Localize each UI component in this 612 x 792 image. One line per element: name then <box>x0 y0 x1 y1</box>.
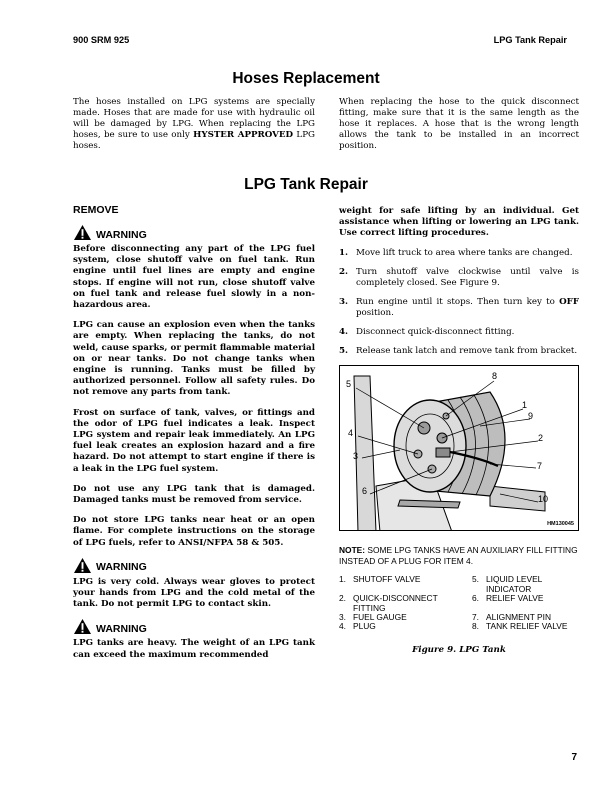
lpg-tank-figure <box>339 365 579 531</box>
warning-header-3 <box>73 618 315 635</box>
legend-number: 1. <box>339 574 346 585</box>
legend-text: PLUG <box>353 621 376 632</box>
page-number: 7 <box>571 752 577 763</box>
step-text-part: position. <box>356 307 394 318</box>
step-number: 1. <box>339 247 349 258</box>
callout-label: 8 <box>492 371 498 382</box>
warning-header-1 <box>73 224 315 241</box>
callout-label: 5 <box>346 379 352 390</box>
hoses-left-text: The hoses installed on LPG systems are specially made. Hoses that are made for use with hydraulic oil will be damaged by LPG. When replacing the LPG hoses, be sure to use only <box>73 97 315 141</box>
legend-number: 7. <box>472 612 479 623</box>
warning-triangle-icon <box>73 224 92 241</box>
figure-caption: Figure 9. LPG Tank <box>412 644 506 655</box>
step-item <box>339 267 579 289</box>
legend-number: 6. <box>472 593 479 604</box>
figure-legend <box>339 575 579 631</box>
warning2-paragraph: LPG is very cold. Always wear gloves to protect your hands from LPG and the cold metal of the tank. Do not permit LPG to contact skin. <box>73 576 315 610</box>
hoses-title: Hoses Replacement <box>232 70 380 87</box>
removal-steps <box>339 248 579 358</box>
step-text: Release tank latch and remove tank from bracket. <box>356 346 578 357</box>
callout-label: 1 <box>522 400 528 411</box>
hyster-approved-text: HYSTER APPROVED <box>193 130 294 141</box>
warning-label: WARNING <box>96 622 147 635</box>
header-section-title: LPG Tank Repair <box>493 35 567 45</box>
callout-label: 2 <box>538 433 544 444</box>
warning1-paragraph: Do not store LPG tanks near heat or an open flame. For complete instructions on the storage of LPG fuels, refer to ANSI/NFPA 58 & 505. <box>73 515 315 548</box>
legend-item <box>339 594 472 613</box>
callout-label: 6 <box>362 486 368 497</box>
repair-right-column <box>339 206 579 655</box>
warning-triangle-icon <box>73 618 92 635</box>
legend-number: 2. <box>339 593 346 604</box>
step-text <box>356 297 579 319</box>
hoses-right-paragraph: When replacing the hose to the quick disconnect fitting, make sure that it is the same length as the hose it replaces. A hose that is the wrong length allows the tank to be installed in an incorrect position. <box>339 97 579 152</box>
step-item <box>339 327 579 338</box>
callout-label: 4 <box>348 428 354 439</box>
step-item <box>339 346 579 357</box>
warning3-continued: weight for safe lifting by an individual. Get assistance when lifting or lowering an LPG tank. Use correct lifting procedures. <box>339 206 579 239</box>
legend-item <box>472 575 579 594</box>
legend-text: ALIGNMENT PIN <box>486 612 551 623</box>
callout-label: 3 <box>353 451 359 462</box>
step-number: 4. <box>339 327 349 338</box>
figure-id: HM130045 <box>547 521 574 528</box>
legend-text: QUICK-DISCONNECT FITTING <box>353 593 438 613</box>
step-text: Move lift truck to area where tanks are changed. <box>356 247 573 258</box>
note-text: SOME LPG TANKS HAVE AN AUXILIARY FILL FITTING INSTEAD OF A PLUG FOR ITEM 4. <box>339 545 578 566</box>
lpg-tank-illustration <box>340 366 579 531</box>
warning1-paragraph: Do not use any LPG tank that is damaged. Damaged tanks must be removed from service. <box>73 483 315 506</box>
legend-item <box>472 594 579 613</box>
warning-triangle-icon <box>73 557 92 574</box>
step-number: 2. <box>339 266 349 277</box>
warning1-paragraph: LPG can cause an explosion even when the tanks are empty. When replacing the tanks, do not weld, cause sparks, or permit flammable material on or near tanks. Do not change tanks when engine is running. Tanks must be filled by authorized personnel. Follow all safety rules. Do not remove any parts from tank. <box>73 320 315 398</box>
step-text: Turn shutoff valve clockwise until valve is completely closed. See Figure 9. <box>356 266 579 288</box>
callout-label: 10 <box>538 494 549 505</box>
note-label: NOTE: <box>339 545 366 556</box>
step-text-part: Run engine until it stops. Then turn key to <box>356 296 560 307</box>
legend-number: 3. <box>339 612 346 623</box>
legend-text: LIQUID LEVEL INDICATOR <box>486 574 543 594</box>
repair-left-column <box>73 204 315 661</box>
lpg-tank-repair-title: LPG Tank Repair <box>244 176 368 193</box>
hoses-left-text-end: LPG hoses. <box>73 130 315 152</box>
off-keyword: OFF <box>559 296 579 307</box>
legend-text: SHUTOFF VALVE <box>353 574 421 585</box>
legend-text: TANK RELIEF VALVE <box>486 621 568 632</box>
warning-label: WARNING <box>96 561 147 574</box>
step-number: 3. <box>339 296 349 307</box>
step-number: 5. <box>339 346 349 357</box>
legend-text: FUEL GAUGE <box>353 612 407 623</box>
legend-item <box>339 575 472 594</box>
callout-label: 9 <box>528 411 534 422</box>
warning-label: WARNING <box>96 228 147 241</box>
legend-item <box>339 622 472 631</box>
legend-text: RELIEF VALVE <box>486 593 544 604</box>
warning1-paragraph: Frost on surface of tank, valves, or fittings and the odor of LPG fuel indicates a leak. Inspect LPG system and repair leak immediately. An LPG fuel leak creates an explosion hazard and a fire hazard. Do not attempt to start engine if there is a leak in the LPG fuel system. <box>73 407 315 474</box>
hoses-left-paragraph <box>73 97 315 152</box>
legend-number: 5. <box>472 574 479 585</box>
hoses-right-column <box>339 97 579 152</box>
warning-header-2 <box>73 557 315 574</box>
figure-note <box>339 545 579 566</box>
header-doc-id: 900 SRM 925 <box>73 35 130 45</box>
callout-label: 7 <box>537 461 543 472</box>
step-text: Disconnect quick-disconnect fitting. <box>356 327 515 338</box>
legend-number: 4. <box>339 621 346 632</box>
warning1-paragraph: Before disconnecting any part of the LPG fuel system, close shutoff valve on fuel tank. Run engine until fuel lines are empty and engine stops. If engine will not run, close shutoff valve on fuel tank and release fuel slowly in a non-hazardous area. <box>73 244 315 311</box>
hoses-left-column <box>73 97 315 152</box>
step-item <box>339 297 579 319</box>
legend-item <box>472 622 579 631</box>
step-item <box>339 248 579 259</box>
warning3-paragraph: LPG tanks are heavy. The weight of an LPG tank can exceed the maximum recommended <box>73 638 315 660</box>
remove-heading: REMOVE <box>73 204 119 216</box>
legend-number: 8. <box>472 621 479 632</box>
